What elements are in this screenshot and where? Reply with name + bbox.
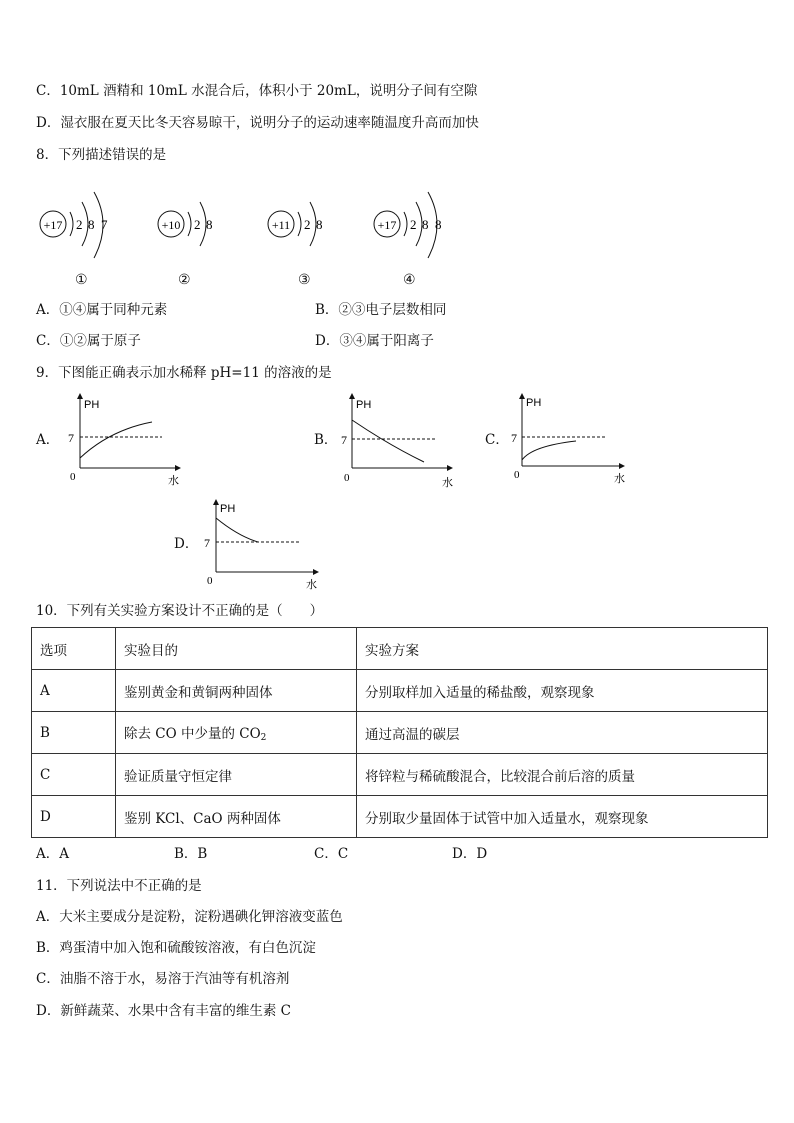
shell-1-count: 2 bbox=[194, 217, 201, 232]
shell-3-count: 8 bbox=[435, 217, 442, 232]
table-row bbox=[32, 754, 768, 796]
nucleus-charge: +17 bbox=[43, 218, 63, 232]
q8-option-c: C．①②属于原子 bbox=[36, 333, 141, 349]
nucleus-charge: +17 bbox=[377, 218, 397, 232]
graph-b-ref: 7 bbox=[341, 433, 347, 447]
q11-option-b: B．鸡蛋清中加入饱和硫酸铵溶液，有白色沉淀 bbox=[36, 940, 316, 956]
graph-d bbox=[198, 496, 328, 592]
graph-c-xlabel: 水 bbox=[614, 473, 625, 485]
atom-diagram-3 bbox=[264, 178, 334, 270]
row-plan: 将锌粒与稀硫酸混合，比较混合前后溶的质量 bbox=[357, 754, 768, 796]
q10-answer-b: B．B bbox=[174, 846, 208, 862]
row-plan: 分别取样加入适量的稀盐酸，观察现象 bbox=[357, 670, 768, 712]
q8-option-a: A．①④属于同种元素 bbox=[36, 302, 168, 318]
graph-a-option: A． bbox=[36, 432, 60, 448]
q9-stem: 9．下图能正确表示加水稀释 pH=11 的溶液的是 bbox=[36, 365, 332, 381]
nucleus-charge: +10 bbox=[161, 218, 181, 232]
shell-2-count: 8 bbox=[206, 217, 213, 232]
atom-label-4: ④ bbox=[403, 272, 416, 288]
graph-b-origin: 0 bbox=[344, 472, 350, 484]
graph-c-option: C． bbox=[485, 432, 509, 448]
shell-1-count: 2 bbox=[304, 217, 311, 232]
atom-diagram-1 bbox=[36, 178, 126, 270]
table-row bbox=[32, 712, 768, 754]
q11-stem: 11．下列说法中不正确的是 bbox=[36, 878, 202, 894]
q7-option-c: C．10mL 酒精和 10mL 水混合后，体积小于 20mL，说明分子间有空隙 bbox=[36, 83, 478, 99]
row-plan: 通过高温的碳层 bbox=[357, 712, 768, 754]
row-purpose: 鉴别 KCl、CaO 两种固体 bbox=[116, 796, 357, 838]
row-option: C bbox=[32, 754, 116, 796]
graph-b-xlabel: 水 bbox=[442, 477, 453, 489]
graph-d-option: D． bbox=[174, 536, 199, 552]
graph-d-xlabel: 水 bbox=[306, 579, 317, 591]
header-plan: 实验方案 bbox=[357, 628, 768, 670]
table-header-row bbox=[32, 628, 768, 670]
q7-option-d: D．湿衣服在夏天比冬天容易晾干，说明分子的运动速率随温度升高而加快 bbox=[36, 115, 479, 131]
graph-a-ref: 7 bbox=[68, 431, 74, 445]
row-option: D bbox=[32, 796, 116, 838]
atom-label-3: ③ bbox=[298, 272, 311, 288]
row-option: A bbox=[32, 670, 116, 712]
shell-2-count: 8 bbox=[422, 217, 429, 232]
graph-d-origin: 0 bbox=[207, 575, 213, 587]
row-purpose: 鉴别黄金和黄铜两种固体 bbox=[116, 670, 357, 712]
graph-d-ylabel: PH bbox=[220, 503, 236, 515]
q10-answer-a: A．A bbox=[36, 846, 69, 862]
shell-1-count: 2 bbox=[410, 217, 417, 232]
shell-1-count: 2 bbox=[76, 217, 83, 232]
table-row bbox=[32, 670, 768, 712]
graph-c-origin: 0 bbox=[514, 469, 520, 481]
q8-option-d: D．③④属于阳离子 bbox=[315, 333, 434, 349]
row-purpose bbox=[116, 712, 357, 754]
graph-a-origin: 0 bbox=[70, 471, 76, 483]
q10-answer-d: D．D bbox=[452, 846, 488, 862]
co2-subscript: 2 bbox=[260, 733, 267, 743]
atom-label-2: ② bbox=[178, 272, 191, 288]
q8-option-b: B．②③电子层数相同 bbox=[315, 302, 447, 318]
atom-label-1: ① bbox=[75, 272, 88, 288]
atom-diagram-4 bbox=[370, 178, 460, 270]
header-option: 选项 bbox=[32, 628, 116, 670]
graph-b-option: B． bbox=[314, 432, 338, 448]
header-purpose: 实验目的 bbox=[116, 628, 357, 670]
experiment-table bbox=[31, 627, 768, 838]
row-purpose-text: 除去 CO 中少量的 CO bbox=[124, 726, 261, 742]
row-purpose: 验证质量守恒定律 bbox=[116, 754, 357, 796]
q10-stem: 10．下列有关实验方案设计不正确的是（ ） bbox=[36, 603, 324, 619]
graph-c bbox=[504, 390, 634, 490]
row-plan: 分别取少量固体于试管中加入适量水，观察现象 bbox=[357, 796, 768, 838]
q11-option-d: D．新鲜蔬菜、水果中含有丰富的维生素 C bbox=[36, 1003, 291, 1019]
graph-c-ref: 7 bbox=[511, 431, 517, 445]
graph-b-ylabel: PH bbox=[356, 399, 372, 411]
table-row bbox=[32, 796, 768, 838]
row-option: B bbox=[32, 712, 116, 754]
shell-2-count: 8 bbox=[88, 217, 95, 232]
graph-c-ylabel: PH bbox=[526, 397, 542, 409]
q11-option-c: C．油脂不溶于水，易溶于汽油等有机溶剂 bbox=[36, 971, 290, 987]
graph-a-xlabel: 水 bbox=[168, 475, 179, 487]
shell-3-count: 7 bbox=[101, 217, 108, 232]
graph-a bbox=[60, 390, 190, 490]
graph-a-ylabel: PH bbox=[84, 399, 100, 411]
graph-b bbox=[334, 390, 464, 490]
atom-diagram-2 bbox=[154, 178, 224, 270]
q8-stem: 8．下列描述错误的是 bbox=[36, 147, 167, 163]
q11-option-a: A．大米主要成分是淀粉，淀粉遇碘化钾溶液变蓝色 bbox=[36, 909, 343, 925]
nucleus-charge: +11 bbox=[271, 218, 291, 232]
graph-d-ref: 7 bbox=[204, 536, 210, 550]
q10-answer-c: C．C bbox=[314, 846, 349, 862]
shell-2-count: 8 bbox=[316, 217, 323, 232]
